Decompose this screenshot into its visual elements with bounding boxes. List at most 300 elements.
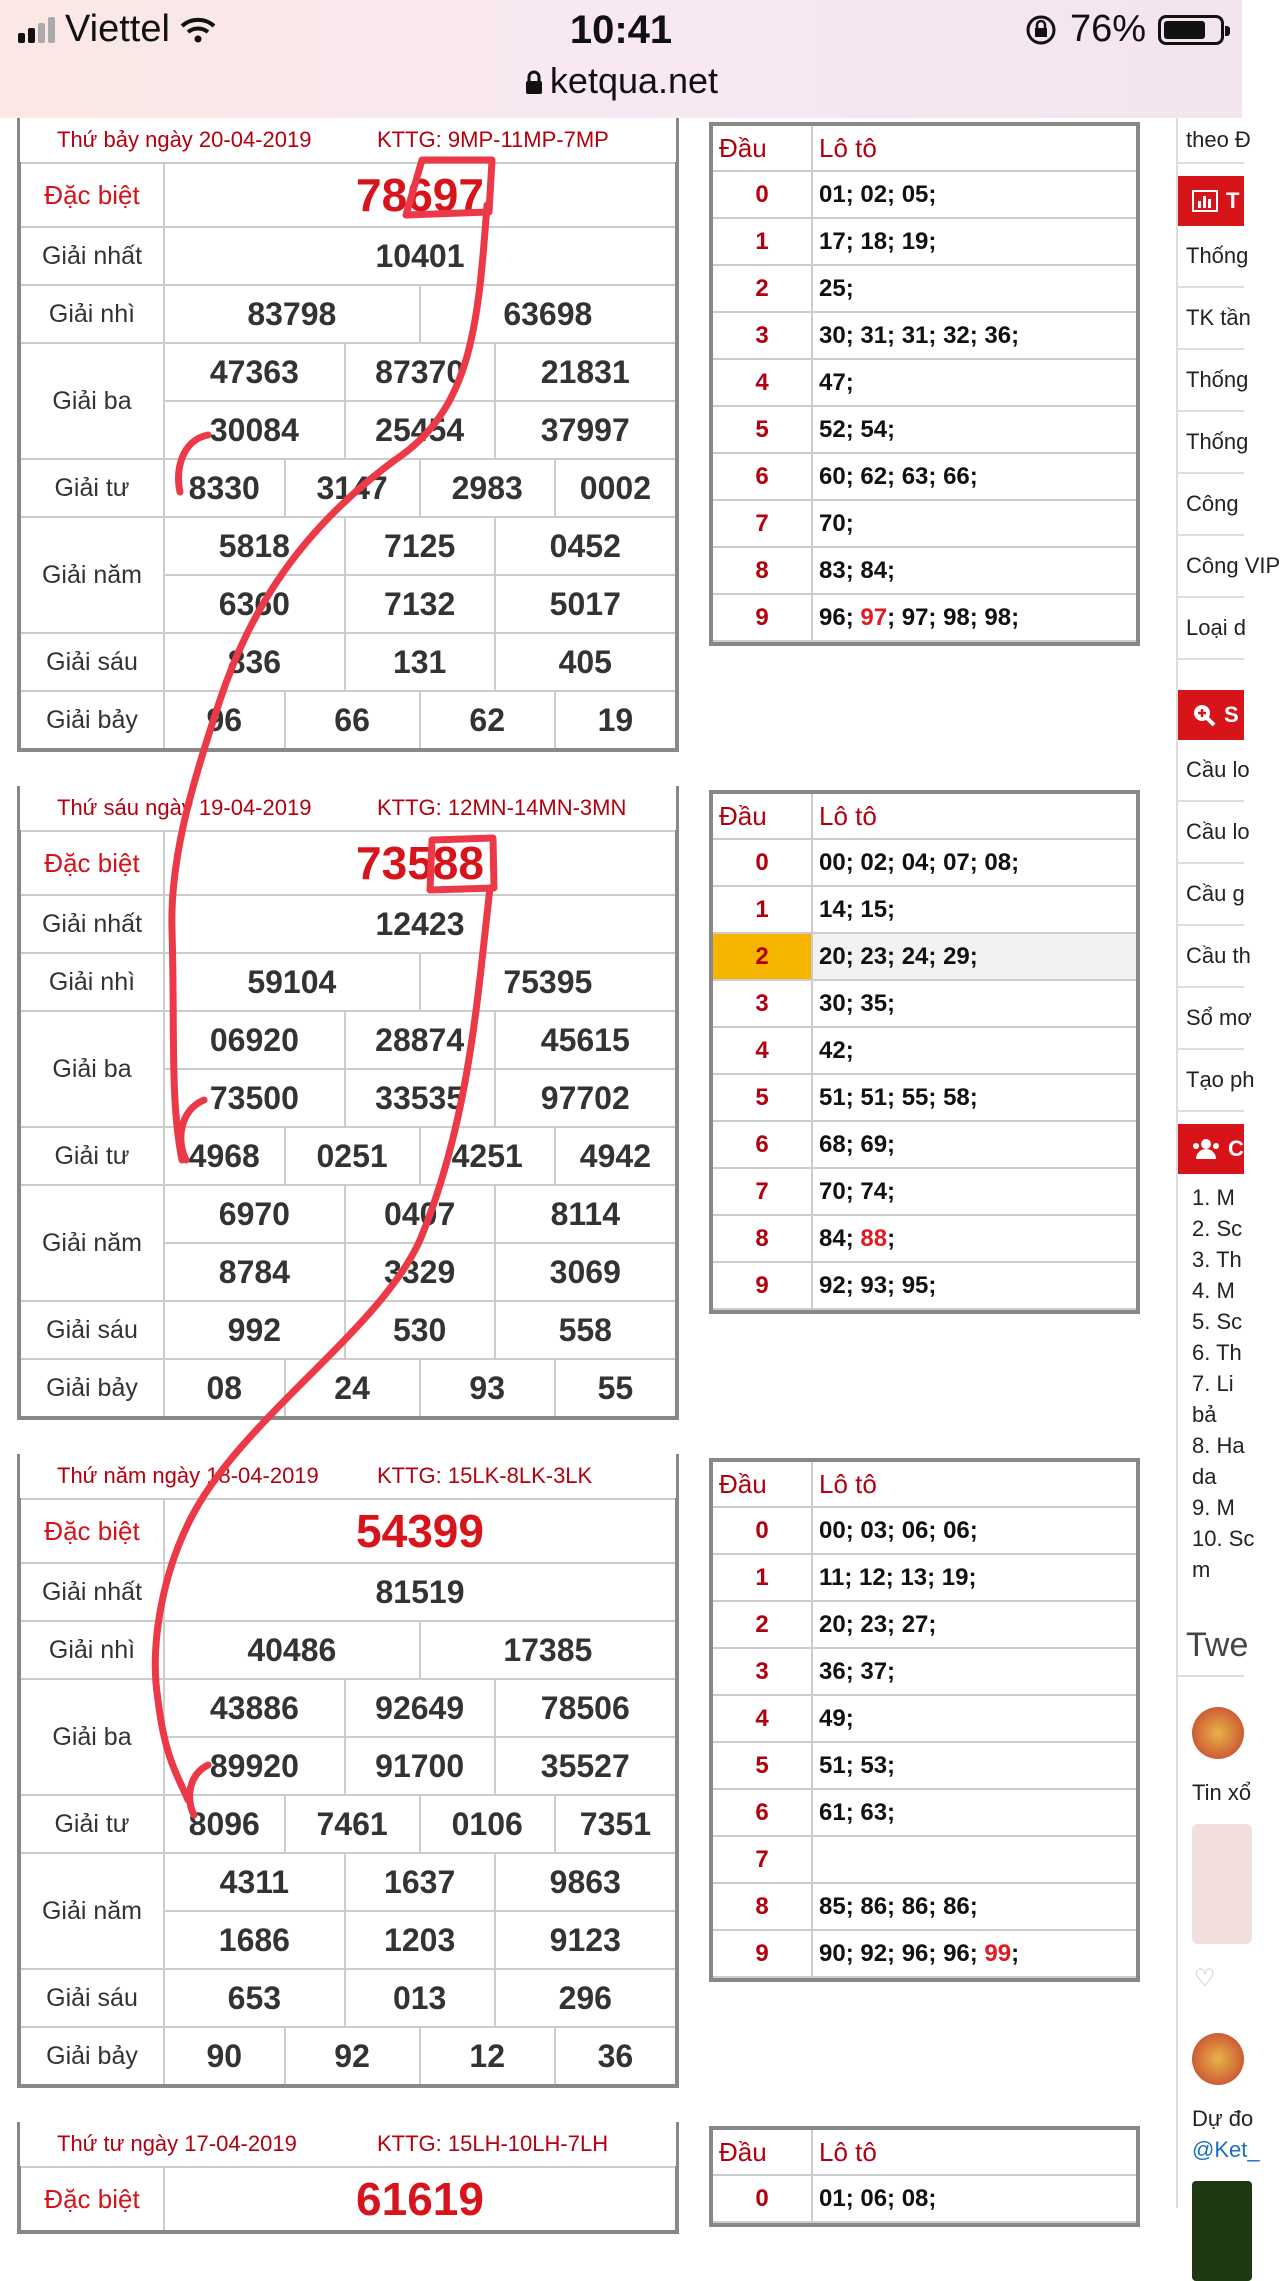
status-right: [1024, 8, 1224, 51]
loto-row: [713, 406, 1136, 453]
prize-row: [19, 1127, 677, 1185]
tweet-text: Tin xổ: [1192, 1780, 1252, 1805]
sidebar-link[interactable]: Công VIP: [1178, 536, 1244, 598]
loto-values: [812, 547, 1136, 594]
prize-row: [19, 459, 677, 517]
sidebar-link[interactable]: Cầu lo: [1178, 802, 1244, 864]
loto-row: [713, 1695, 1136, 1742]
loto-row: [713, 1648, 1136, 1695]
prize-label: Giải bảy: [19, 1359, 164, 1418]
loto-head-digit[interactable]: 2: [713, 933, 812, 980]
prize-row: [19, 1621, 677, 1679]
special-prize-number: 73588: [164, 831, 677, 895]
loto-table: [709, 122, 1140, 646]
prize-number: 9863: [495, 1853, 677, 1911]
draw-date[interactable]: Thứ bảy ngày 20-04-2019: [57, 127, 312, 152]
loto-head-digit[interactable]: 1: [713, 886, 812, 933]
loto-values-text: 17; 18; 19;: [819, 227, 937, 255]
sidebar-group-community-header[interactable]: [1178, 1124, 1244, 1174]
loto-head-digit[interactable]: 0: [713, 839, 812, 886]
loto-values-text: 20; 23; 27;: [819, 1610, 937, 1638]
prize-table: [17, 2166, 679, 2234]
prize-number: 91700: [345, 1737, 495, 1795]
sidebar-link[interactable]: Cầu th: [1178, 926, 1244, 988]
loto-values: [812, 265, 1136, 312]
sidebar-link[interactable]: Cầu g: [1178, 864, 1244, 926]
loto-head-digit[interactable]: 5: [713, 1074, 812, 1121]
prize-number: 8330: [164, 459, 285, 517]
carrier-name: Viettel: [65, 8, 170, 50]
prize-row: [19, 831, 677, 895]
prize-number: 0407: [345, 1185, 495, 1243]
prize-number: 013: [345, 1969, 495, 2027]
sidebar-list-item[interactable]: da: [1192, 1464, 1217, 1489]
sidebar-link[interactable]: Công: [1178, 474, 1244, 536]
draw-header: [17, 2122, 679, 2166]
prize-row: [19, 633, 677, 691]
prize-label: Giải năm: [19, 1185, 164, 1301]
prize-label: Đặc biệt: [19, 163, 164, 227]
loto-row: [713, 171, 1136, 218]
tweet-handle[interactable]: @Ket_: [1192, 2137, 1260, 2162]
loto-values-text: 96;: [819, 603, 861, 631]
prize-label: Giải nhì: [19, 953, 164, 1011]
prize-label: Đặc biệt: [19, 831, 164, 895]
prize-number: 296: [495, 1969, 677, 2027]
draw-header: [17, 1454, 679, 1498]
loto-row: [713, 1883, 1136, 1930]
loto-head-digit[interactable]: 7: [713, 1836, 812, 1883]
loto-values-text: 60; 62; 63; 66;: [819, 462, 978, 490]
loto-head-digit[interactable]: 2: [713, 265, 812, 312]
loto-values-text: 11; 12; 13; 19;: [819, 1563, 977, 1591]
draw-date[interactable]: Thứ sáu ngày 19-04-2019: [57, 795, 312, 820]
prize-number: 97702: [495, 1069, 677, 1127]
sidebar-link[interactable]: TK tần: [1178, 288, 1244, 350]
prize-row: [19, 895, 677, 953]
prize-number: 12423: [164, 895, 677, 953]
loto-header-row: [713, 126, 1136, 171]
prize-row: [19, 285, 677, 343]
sidebar-list-item[interactable]: bả: [1192, 1402, 1217, 1427]
prize-number: 75395: [420, 953, 677, 1011]
prize-number: 89920: [164, 1737, 345, 1795]
prize-label: Giải ba: [19, 1679, 164, 1795]
sidebar-list-item[interactable]: 8. Ha: [1192, 1433, 1245, 1458]
loto-values: [812, 1507, 1136, 1554]
prize-number: 7461: [285, 1795, 420, 1853]
tweet-image[interactable]: [1192, 1824, 1252, 1944]
loto-values: [812, 1215, 1136, 1262]
loto-values: [812, 1836, 1136, 1883]
loto-values-text: 36; 37;: [819, 1657, 896, 1685]
loto-values-text: ; 97; 98; 98;: [887, 603, 1020, 631]
loto-row: [713, 839, 1136, 886]
loto-head-loto: Lô tô: [812, 1462, 1136, 1507]
sidebar-link[interactable]: Thống: [1178, 412, 1244, 474]
loto-values: [812, 839, 1136, 886]
loto-head-digit[interactable]: 3: [713, 312, 812, 359]
loto-row: [713, 980, 1136, 1027]
sidebar-group-stats-title: T: [1226, 188, 1240, 213]
sidebar-list-item[interactable]: 3. Th: [1192, 1247, 1242, 1272]
loto-values-text: 01; 02; 05;: [819, 180, 937, 208]
loto-values-text: ;: [887, 1224, 896, 1252]
prize-number: 83798: [164, 285, 420, 343]
prize-label: Giải sáu: [19, 1301, 164, 1359]
loto-values: [812, 886, 1136, 933]
draw-header: [17, 118, 679, 162]
loto-header-row: [713, 794, 1136, 839]
status-bar: [0, 0, 1242, 118]
prize-row: [19, 1011, 677, 1069]
loto-values-text: 84;: [819, 1224, 861, 1252]
prize-label: Đặc biệt: [19, 2167, 164, 2232]
loto-row: [713, 312, 1136, 359]
sidebar-list-item[interactable]: 2. Sc: [1192, 1216, 1243, 1241]
sidebar-link[interactable]: Sổ mơ: [1178, 988, 1244, 1050]
loto-head-digit[interactable]: 7: [713, 1168, 812, 1215]
prize-row: [19, 1679, 677, 1737]
url-text: ketqua.net: [549, 60, 719, 101]
prize-label: Giải tư: [19, 1127, 164, 1185]
prize-number: 55: [555, 1359, 677, 1418]
prize-number: 63698: [420, 285, 677, 343]
loto-values: [812, 171, 1136, 218]
draw-kttg: KTTG: 12MN-14MN-3MN: [377, 795, 627, 820]
prize-row: [19, 517, 677, 575]
loto-head-digit[interactable]: 8: [713, 1883, 812, 1930]
loto-row: [713, 1027, 1136, 1074]
sidebar-list-item[interactable]: 5. Sc: [1192, 1309, 1243, 1334]
loto-head-digit[interactable]: 0: [713, 1507, 812, 1554]
prize-label: Giải sáu: [19, 1969, 164, 2027]
loto-values-text: 14; 15;: [819, 895, 896, 923]
prize-number: 24: [285, 1359, 420, 1418]
prize-number: 4311: [164, 1853, 345, 1911]
loto-head-digit[interactable]: 0: [713, 171, 812, 218]
loto-head-digit[interactable]: 8: [713, 547, 812, 594]
loto-head-digit[interactable]: 7: [713, 500, 812, 547]
loto-values: [812, 1648, 1136, 1695]
prize-table: [17, 830, 679, 1420]
twitter-widget-title: Twe: [1178, 1615, 1244, 1677]
prize-number: 40486: [164, 1621, 420, 1679]
prize-number: 78506: [495, 1679, 677, 1737]
loto-row: [713, 1168, 1136, 1215]
loto-values-text: 70; 74;: [819, 1177, 896, 1205]
clock: 10:41: [569, 8, 673, 52]
sidebar-list-item[interactable]: m: [1192, 1557, 1211, 1582]
loto-values-text: 42;: [819, 1036, 854, 1064]
loto-values-text: 85; 86; 86; 86;: [819, 1892, 978, 1920]
loto-head-digit[interactable]: 9: [713, 1262, 812, 1309]
loto-values-text: 30; 31; 31; 32; 36;: [819, 321, 1020, 349]
prize-row: [19, 2167, 677, 2232]
loto-values: [812, 500, 1136, 547]
loto-values: [812, 2175, 1136, 2222]
sidebar-list-item[interactable]: 6. Th: [1192, 1340, 1242, 1365]
tweet-avatar[interactable]: [1192, 1707, 1244, 1759]
loto-values-text: 68; 69;: [819, 1130, 896, 1158]
loto-values: [812, 933, 1136, 980]
prize-number: 6970: [164, 1185, 345, 1243]
prize-number: 7132: [345, 575, 495, 633]
tweet-image[interactable]: [1192, 2181, 1252, 2281]
draw-header: [17, 786, 679, 830]
prize-number: 90: [164, 2027, 285, 2086]
loto-row: [713, 1121, 1136, 1168]
loto-head-dau: Đầu: [713, 126, 812, 171]
prize-label: Giải ba: [19, 1011, 164, 1127]
loto-row: [713, 1930, 1136, 1977]
prize-number: 25454: [345, 401, 495, 459]
loto-head-digit[interactable]: 1: [713, 218, 812, 265]
prize-row: [19, 691, 677, 750]
loto-values-text: 01; 06; 08;: [819, 2184, 937, 2212]
loto-head-digit[interactable]: 6: [713, 1789, 812, 1836]
prize-number: 12: [420, 2027, 555, 2086]
prize-number: 9123: [495, 1911, 677, 1969]
loto-row: [713, 933, 1136, 980]
loto-head-loto: Lô tô: [812, 794, 1136, 839]
prize-number: 35527: [495, 1737, 677, 1795]
loto-head-loto: Lô tô: [812, 126, 1136, 171]
prize-label: Giải năm: [19, 1853, 164, 1969]
prize-label: Giải sáu: [19, 633, 164, 691]
prize-number: 19: [555, 691, 677, 750]
sidebar-list-item[interactable]: 4. M: [1192, 1278, 1235, 1303]
loto-values: [812, 1789, 1136, 1836]
sidebar-group-stats-header[interactable]: [1178, 176, 1244, 226]
loto-row: [713, 1554, 1136, 1601]
prize-number: 0251: [285, 1127, 420, 1185]
loto-row: [713, 1789, 1136, 1836]
prize-number: 62: [420, 691, 555, 750]
loto-head-digit[interactable]: 1: [713, 1554, 812, 1601]
prize-number: 45615: [495, 1011, 677, 1069]
prize-number: 33535: [345, 1069, 495, 1127]
loto-values-text: 61; 63;: [819, 1798, 896, 1826]
search-plus-icon: [1192, 703, 1216, 727]
prize-label: Giải ba: [19, 343, 164, 459]
orientation-lock-icon: [1024, 13, 1058, 47]
prize-number: 10401: [164, 227, 677, 285]
prize-number: 405: [495, 633, 677, 691]
sidebar-list-item[interactable]: 1. M: [1192, 1185, 1235, 1210]
loto-head-digit[interactable]: 5: [713, 406, 812, 453]
loto-values: [812, 1262, 1136, 1309]
loto-head-digit[interactable]: 6: [713, 453, 812, 500]
loto-head-digit[interactable]: 4: [713, 1695, 812, 1742]
prize-number: 96: [164, 691, 285, 750]
users-icon: [1192, 1138, 1220, 1160]
loto-head-digit[interactable]: 8: [713, 1215, 812, 1262]
loto-row: [713, 1836, 1136, 1883]
prize-label: Giải nhất: [19, 1563, 164, 1621]
prize-number: 6360: [164, 575, 345, 633]
draw-kttg: KTTG: 9MP-11MP-7MP: [377, 127, 609, 152]
loto-head-digit[interactable]: 4: [713, 1027, 812, 1074]
prize-number: 87370: [345, 343, 495, 401]
loto-row: [713, 1215, 1136, 1262]
prize-row: [19, 1359, 677, 1418]
prize-row: [19, 1301, 677, 1359]
loto-head-digit[interactable]: 9: [713, 1930, 812, 1977]
sidebar-link[interactable]: Loại d: [1178, 598, 1244, 660]
prize-label: Giải bảy: [19, 691, 164, 750]
loto-row: [713, 453, 1136, 500]
sidebar-list-item[interactable]: 10. Sc: [1192, 1526, 1255, 1551]
battery-percent: 76%: [1069, 8, 1146, 50]
prize-number: 5017: [495, 575, 677, 633]
draw-kttg: KTTG: 15LK-8LK-3LK: [377, 1463, 593, 1488]
prize-number: 0002: [555, 459, 677, 517]
prize-number: 558: [495, 1301, 677, 1359]
prize-number: 17385: [420, 1621, 677, 1679]
loto-row: [713, 1601, 1136, 1648]
prize-number: 93: [420, 1359, 555, 1418]
lock-icon: [524, 71, 544, 95]
prize-number: 4968: [164, 1127, 285, 1185]
sidebar-link[interactable]: Tạo ph: [1178, 1050, 1244, 1112]
prize-number: 28874: [345, 1011, 495, 1069]
loto-row: [713, 1742, 1136, 1789]
heart-icon[interactable]: ♡: [1194, 1965, 1216, 1992]
loto-values: [812, 1601, 1136, 1648]
loto-head-dau: Đầu: [713, 2130, 812, 2175]
tweet-text: Dự đo: [1192, 2106, 1254, 2131]
loto-head-digit[interactable]: 9: [713, 594, 812, 641]
loto-head-digit[interactable]: 5: [713, 1742, 812, 1789]
sidebar-list-item[interactable]: 7. Li: [1192, 1371, 1234, 1396]
sidebar-link[interactable]: Cầu lo: [1178, 740, 1244, 802]
prize-table: [17, 162, 679, 752]
prize-number: 131: [345, 633, 495, 691]
draw-date[interactable]: Thứ năm ngày 18-04-2019: [57, 1463, 319, 1488]
prize-number: 37997: [495, 401, 677, 459]
prize-number: 992: [164, 1301, 345, 1359]
prize-number: 36: [555, 2027, 677, 2086]
prize-number: 92: [285, 2027, 420, 2086]
prize-row: [19, 1563, 677, 1621]
prize-number: 47363: [164, 343, 345, 401]
prize-row: [19, 163, 677, 227]
loto-row: [713, 359, 1136, 406]
loto-row: [713, 1507, 1136, 1554]
prize-number: 8114: [495, 1185, 677, 1243]
loto-head-digit[interactable]: 4: [713, 359, 812, 406]
prize-label: Giải bảy: [19, 2027, 164, 2086]
result-block: [17, 1454, 679, 2088]
loto-values: [812, 453, 1136, 500]
loto-row: [713, 886, 1136, 933]
loto-values: [812, 1695, 1136, 1742]
result-block: [17, 118, 679, 752]
bar-chart-icon: [1192, 190, 1218, 212]
tweet-avatar[interactable]: [1192, 2033, 1244, 2085]
draw-date[interactable]: Thứ tư ngày 17-04-2019: [57, 2131, 297, 2156]
loto-values-text: 49;: [819, 1704, 854, 1732]
prize-number: 59104: [164, 953, 420, 1011]
sidebar-list-item[interactable]: 9. M: [1192, 1495, 1235, 1520]
prize-label: Giải năm: [19, 517, 164, 633]
prize-number: 8096: [164, 1795, 285, 1853]
prize-number: 08: [164, 1359, 285, 1418]
special-prize-number: 54399: [164, 1499, 677, 1563]
sidebar-group-community-title: C: [1228, 1136, 1244, 1161]
loto-table: [709, 2126, 1140, 2227]
special-prize-number: 61619: [164, 2167, 677, 2232]
loto-head-digit[interactable]: 2: [713, 1601, 812, 1648]
prize-number: 73500: [164, 1069, 345, 1127]
prize-row: [19, 343, 677, 401]
loto-special-number: 88: [860, 1224, 888, 1252]
loto-head-digit[interactable]: 0: [713, 2175, 812, 2222]
loto-head-digit[interactable]: 3: [713, 1648, 812, 1695]
loto-values-text: 92; 93; 95;: [819, 1271, 937, 1299]
prize-row: [19, 953, 677, 1011]
loto-head-digit[interactable]: 3: [713, 980, 812, 1027]
prize-label: Giải tư: [19, 1795, 164, 1853]
prize-number: 92649: [345, 1679, 495, 1737]
sidebar-top-link[interactable]: theo Đ: [1178, 118, 1244, 164]
prize-number: 06920: [164, 1011, 345, 1069]
prize-number: 836: [164, 633, 345, 691]
prize-number: 653: [164, 1969, 345, 2027]
loto-special-number: 99: [984, 1939, 1012, 1967]
loto-row: [713, 218, 1136, 265]
prize-label: Giải nhì: [19, 285, 164, 343]
loto-row: [713, 2175, 1136, 2222]
url-bar[interactable]: [0, 60, 1242, 102]
loto-values: [812, 406, 1136, 453]
loto-values: [812, 1121, 1136, 1168]
prize-number: 0452: [495, 517, 677, 575]
result-block: [17, 786, 679, 1420]
prize-row: [19, 1185, 677, 1243]
sidebar-link[interactable]: Thống: [1178, 350, 1244, 412]
sidebar-group-cau-header[interactable]: [1178, 690, 1244, 740]
loto-special-number: 97: [860, 603, 888, 631]
loto-table: [709, 790, 1140, 1314]
loto-head-dau: Đầu: [713, 1462, 812, 1507]
loto-values: [812, 1883, 1136, 1930]
sidebar-link[interactable]: Thống: [1178, 226, 1244, 288]
loto-values-text: 70;: [819, 509, 854, 537]
prize-label: Giải tư: [19, 459, 164, 517]
prize-number: 0106: [420, 1795, 555, 1853]
loto-values: [812, 1074, 1136, 1121]
loto-values-text: 30; 35;: [819, 989, 896, 1017]
prize-row: [19, 1499, 677, 1563]
prize-number: 66: [285, 691, 420, 750]
prize-row: [19, 227, 677, 285]
prize-number: 1203: [345, 1911, 495, 1969]
prize-number: 3147: [285, 459, 420, 517]
prize-number: 7125: [345, 517, 495, 575]
prize-label: Giải nhất: [19, 895, 164, 953]
loto-values: [812, 594, 1136, 641]
prize-number: 81519: [164, 1563, 677, 1621]
loto-values-text: ;: [1011, 1939, 1020, 1967]
loto-head-digit[interactable]: 6: [713, 1121, 812, 1168]
result-block: [17, 2122, 679, 2234]
loto-values: [812, 1027, 1136, 1074]
draw-kttg: KTTG: 15LH-10LH-7LH: [377, 2131, 609, 2156]
loto-values: [812, 218, 1136, 265]
prize-number: 530: [345, 1301, 495, 1359]
